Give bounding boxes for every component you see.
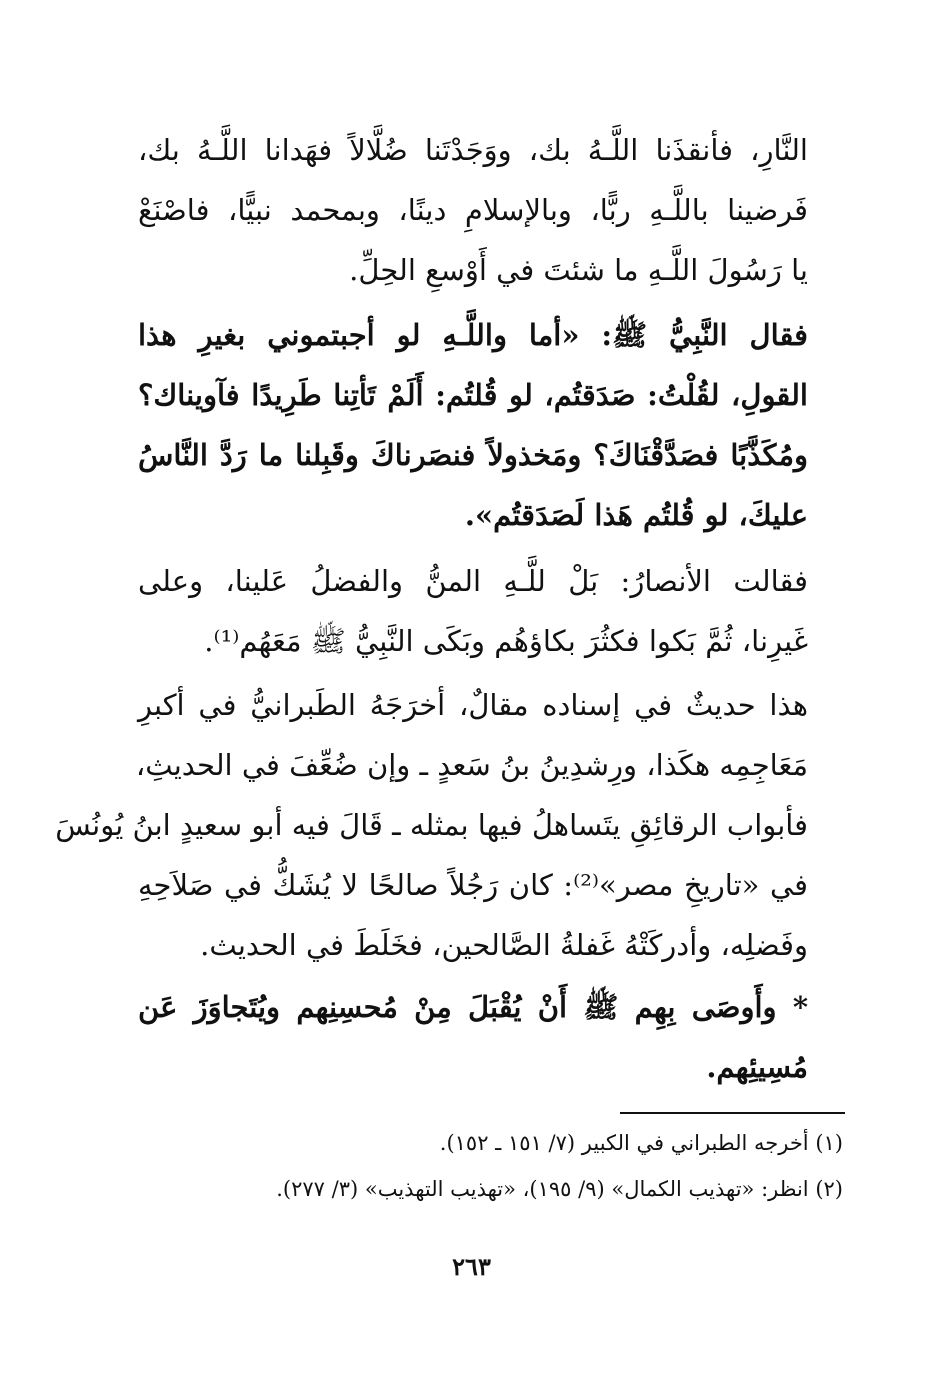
text-line: فَرضينا باللَّـهِ ربًّا، وبالإسلامِ دينًا، وبمحمد نبيًّا، فاصْنَعْ bbox=[138, 193, 808, 227]
text-line: فقالت الأنصارُ: بَلْ للَّـهِ المنُّ والفضلُ عَلينا، وعلى bbox=[138, 564, 808, 598]
text-line: هذا حديثٌ في إسناده مقالٌ، أخرَجَهُ الطَبرانيُّ في أكبرِ bbox=[138, 688, 808, 722]
text-line: فأبواب الرقائِقِ يتَساهلُ فيها بمثله ـ قَالَ فيه أبو سعيدٍ ابنُ يُونُسَ bbox=[55, 808, 808, 842]
text-line: * وأَوصَى بِهِم ﷺ أَنْ يُقْبَلَ مِنْ مُحسِنِهم ويُتَجاوَزَ عَن bbox=[138, 990, 808, 1024]
text-line: مَعَاجِمِه هكَذا، ورِشدِينُ بنُ سَعدٍ ـ وإن ضُعِّفَ في الحديثِ، bbox=[135, 748, 808, 782]
text-line: القولِ، لقُلْتُ: صَدَقتُم، لو قُلتُم: أَلَمْ تَأتِنا طَرِيدًا فآويناك؟ bbox=[138, 378, 808, 412]
text-line: النَّارِ، فأنقذَنا اللَّـهُ بك، ووَجَدْتَنا ضُلَّالاً فهَدانا اللَّـهُ بك، bbox=[138, 133, 808, 167]
text-line: مُسِيئِهم. bbox=[706, 1050, 808, 1084]
page-number: ٢٦٣ bbox=[452, 1252, 491, 1281]
text-line: في «تاريخِ مصر»⁽²⁾: كان رَجُلاً صالحًا لا يُشَكُّ في صَلاَحِهِ bbox=[138, 868, 808, 902]
footnote-separator bbox=[620, 1112, 845, 1114]
text-line: يا رَسُولَ اللَّـهِ ما شئتَ في أَوْسعِ الحِلِّ. bbox=[349, 253, 808, 287]
text-line: وفَضلِه، وأدركَتْهُ غَفلةُ الصَّالحين، فخَلَطَ في الحديث. bbox=[200, 928, 808, 962]
text-line: عليكَ، لو قُلتُم هَذا لَصَدَقتُم». bbox=[464, 498, 808, 532]
footnote: (٢) انظر: «تهذيب الكمال» (٩/ ١٩٥)، «تهذيب التهذيب» (٣/ ٢٧٧). bbox=[276, 1177, 843, 1201]
text-line: فقال النَّبِيُّ ﷺ: «أما واللَّـهِ لو أجبتموني بغيرِ هذا bbox=[138, 318, 808, 352]
text-line: ومُكَذَّبًا فصَدَّقْنَاكَ؟ ومَخذولاً فنصَرناكَ وقَبِلنا ما رَدَّ النَّاسُ bbox=[138, 438, 808, 472]
footnote: (١) أخرجه الطبراني في الكبير (٧/ ١٥١ ـ ١٥٢). bbox=[439, 1131, 843, 1155]
text-line: غَيرِنا، ثُمَّ بَكوا فكثُرَ بكاؤهُم وبَكَى النَّبِيُّ ﷺ مَعَهُم⁽¹⁾. bbox=[204, 624, 808, 658]
